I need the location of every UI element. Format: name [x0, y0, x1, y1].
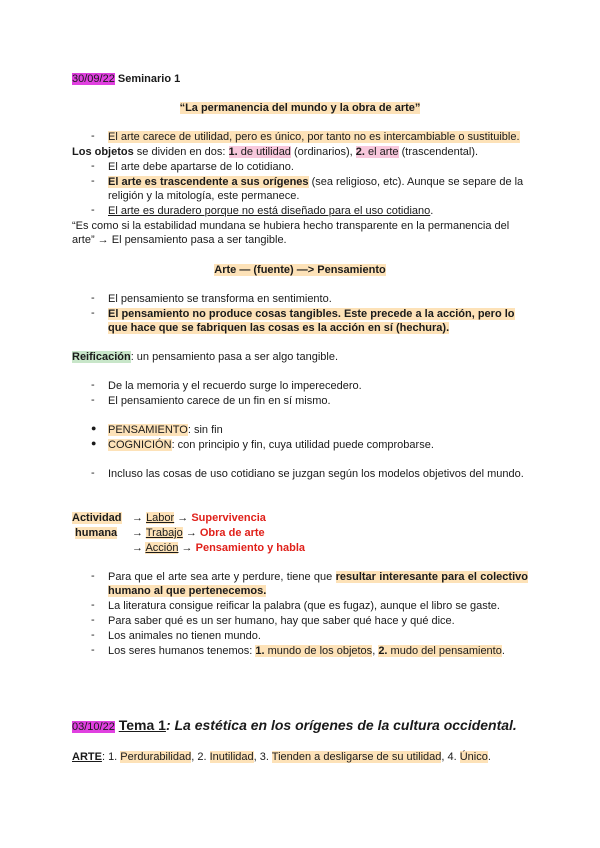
seminar-title: Seminario 1 — [117, 73, 181, 85]
bullet-dash: - — [91, 570, 95, 582]
actividad-label: Actividad — [72, 512, 122, 524]
actividad-row: → Trabajo → Obra de arte — [132, 527, 265, 539]
reificacion-definition: Reificación: un pensamiento pasa a ser algo tangible. — [72, 351, 338, 363]
bullet-dash: - — [91, 307, 95, 319]
bullet-dash: - — [91, 614, 95, 626]
actividad-label-2: humana — [75, 527, 118, 539]
list-item: El arte carece de utilidad, pero es único, por tanto no es intercambiable o sustituible. — [108, 131, 520, 143]
list-item: El pensamiento no produce cosas tangibles. Este precede a la acción, pero lo que hace que se fabriquen las cosas es la acción en sí (hechura). — [108, 308, 515, 334]
bullet-dash: - — [91, 175, 95, 187]
list-item: COGNICIÓN: con principio y fin, cuya utilidad puede comprobarse. — [108, 439, 434, 451]
list-item: Para saber qué es un ser humano, hay que saber qué hace y qué dice. — [108, 615, 455, 627]
quote-line-1: “Es como si la estabilidad mundana se hubiera hecho transparente en la permanencia del — [72, 220, 510, 232]
actividad-row: → Labor → Supervivencia — [132, 512, 266, 524]
bullet-dash: - — [91, 467, 95, 479]
bullet-dash: - — [91, 644, 95, 656]
list-item: El arte debe apartarse de lo cotidiano. — [108, 161, 294, 173]
list-item: El pensamiento se transforma en sentimiento. — [108, 293, 332, 305]
tema-heading — [72, 716, 517, 736]
list-item: El arte es trascendente a sus orígenes (sea religioso, etc). Aunque se separe de la religión y la mitología, este permanece. — [108, 176, 524, 202]
objetos-line: Los objetos se dividen en dos: 1. de utilidad (ordinarios), 2. el arte (trascendental). — [72, 146, 479, 158]
list-item: Los animales no tienen mundo. — [108, 630, 261, 642]
list-item: Los seres humanos tenemos: 1. mundo de los objetos, 2. mudo del pensamiento. — [108, 645, 505, 657]
bullet-dot: ● — [91, 438, 97, 448]
tema-label: Tema 1 — [118, 717, 166, 733]
list-item: De la memoria y el recuerdo surge lo imperecedero. — [108, 380, 362, 392]
quote-line-2: arte” → El pensamiento pasa a ser tangible. — [72, 234, 287, 246]
bullet-dash: - — [91, 292, 95, 304]
seminar-date: 30/09/22 — [72, 73, 115, 85]
list-item: Para que el arte sea arte y perdure, tiene que resultar interesante para el colectivo humano al que pertenecemos. — [108, 571, 528, 597]
bullet-dot: ● — [91, 423, 97, 433]
seminar-header — [72, 72, 180, 86]
list-item: El arte es duradero porque no está diseñado para el uso cotidiano. — [108, 205, 434, 217]
bullet-dash: - — [91, 160, 95, 172]
list-item: PENSAMIENTO: sin fin — [108, 424, 223, 436]
bullet-dash: - — [91, 130, 95, 142]
tema-title: : La estética en los orígenes de la cultura occidental. — [165, 717, 517, 733]
bullet-dash: - — [91, 394, 95, 406]
actividad-row: → Acción → Pensamiento y habla — [132, 542, 306, 554]
list-item: Incluso las cosas de uso cotidiano se juzgan según los modelos objetivos del mundo. — [108, 468, 524, 480]
list-item: El pensamiento carece de un fin en sí mismo. — [108, 395, 331, 407]
list-item: La literatura consigue reificar la palabra (que es fugaz), aunque el libro se gaste. — [108, 600, 500, 612]
bullet-dash: - — [91, 379, 95, 391]
tema-date: 03/10/22 — [72, 721, 115, 733]
arte-line: ARTE: 1. Perdurabilidad, 2. Inutilidad, 3. Tienden a desligarse de su utilidad, 4. Único. — [72, 751, 491, 763]
section-heading: Arte — (fuente) —> Pensamiento — [214, 264, 386, 276]
bullet-dash: - — [91, 204, 95, 216]
bullet-dash: - — [91, 629, 95, 641]
bullet-dash: - — [91, 599, 95, 611]
seminar-subtitle: “La permanencia del mundo y la obra de arte” — [179, 102, 421, 114]
